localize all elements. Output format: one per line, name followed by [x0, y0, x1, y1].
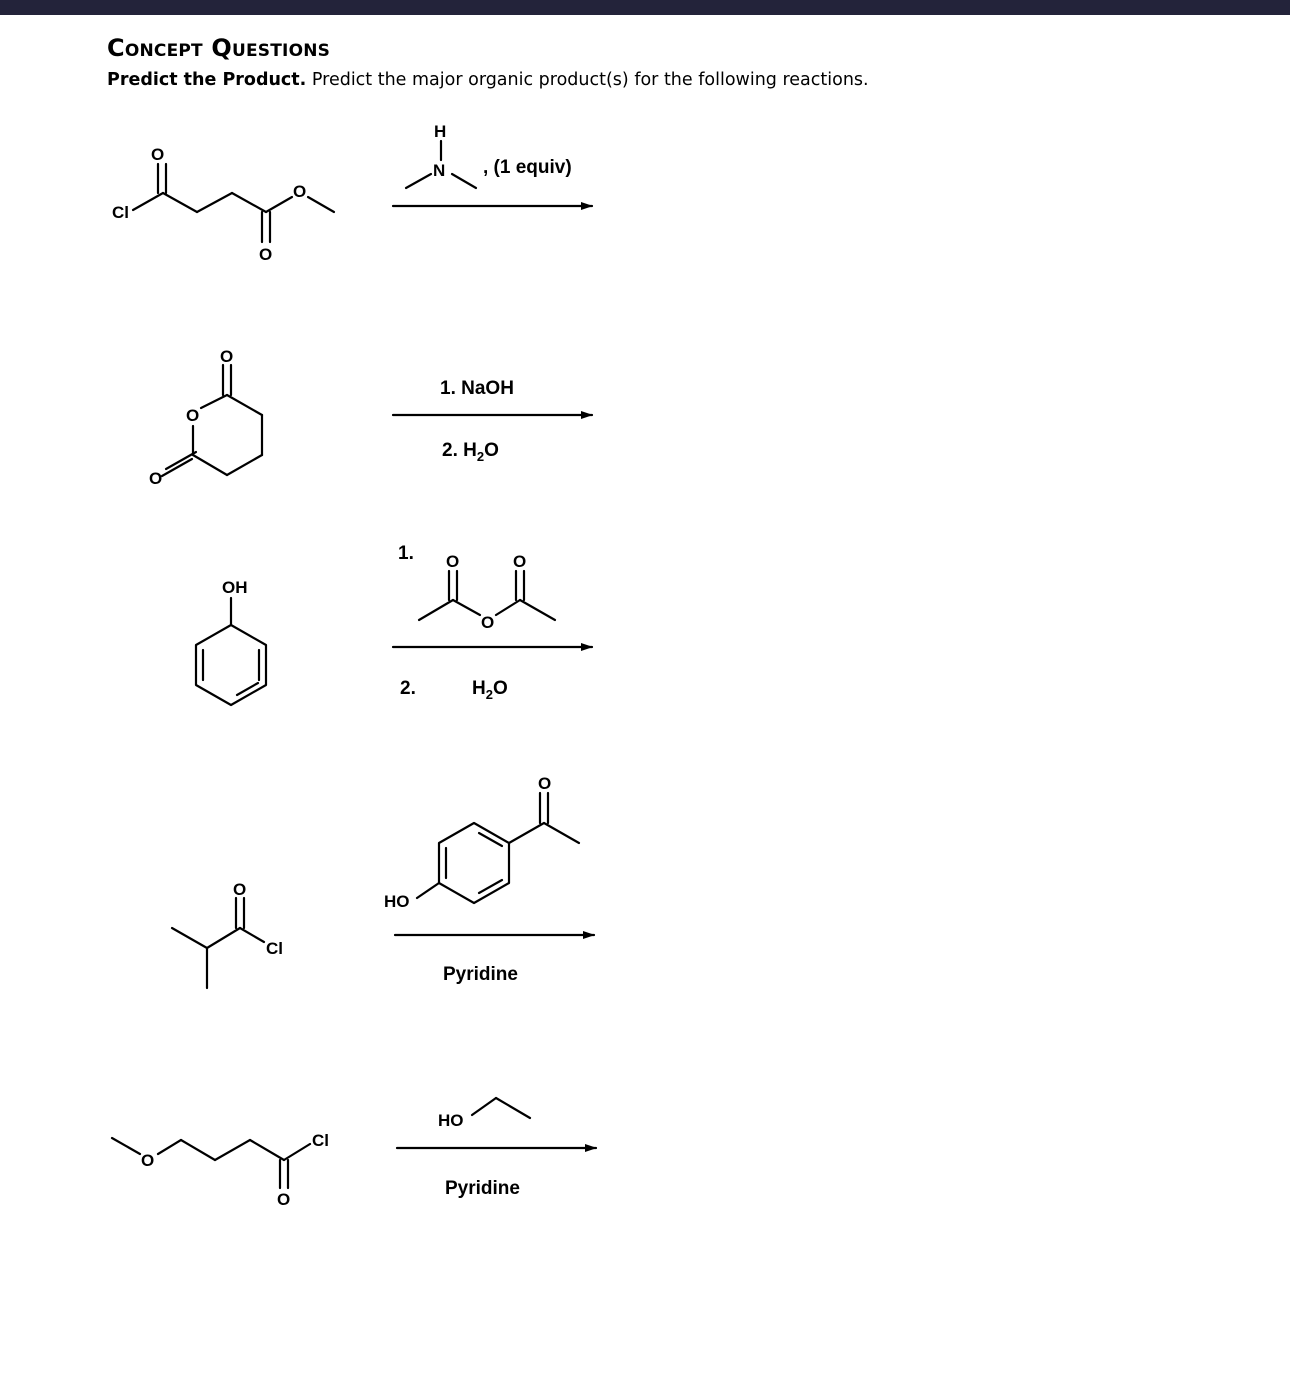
r3-step-2-num: 2.: [400, 678, 416, 699]
reaction-3: [196, 543, 592, 705]
reaction-1-reagent: [406, 122, 572, 188]
reaction-1-substrate: [112, 145, 334, 264]
r2-step-1: 1. NaOH: [440, 378, 514, 399]
r3-step-2: $H_2O$: [472, 678, 508, 702]
instructions-text: Predict the major organic product(s) for the following reactions.: [306, 70, 869, 90]
r2-o-ring-label: O: [186, 406, 200, 425]
r3-o-mid-label: O: [481, 613, 495, 632]
r3-o1-label: O: [446, 552, 460, 571]
reaction-3-reagent: [398, 543, 555, 632]
r1-h-label: H: [434, 122, 447, 141]
r2-step-2: 2. $H_2O$: [442, 440, 499, 464]
r3-step-1: 1.: [398, 543, 414, 564]
reaction-5-substrate: [112, 1131, 329, 1209]
reaction-2-substrate: [149, 347, 262, 488]
reaction-5: [112, 1098, 596, 1209]
r1-cl-label: Cl: [112, 203, 129, 222]
r5-o-label: O: [277, 1190, 291, 1209]
reaction-4-substrate: [172, 880, 283, 988]
reaction-5-reagent: [438, 1098, 530, 1130]
r5-cl-label: Cl: [312, 1131, 329, 1150]
r5-ho-label: HO: [438, 1111, 464, 1130]
r5-condition: Pyridine: [445, 1178, 520, 1199]
r2-o-bottom-label: O: [149, 469, 163, 488]
r3-o2-label: O: [513, 552, 527, 571]
r2-o-top-label: O: [220, 347, 234, 366]
reaction-2: [149, 347, 592, 488]
r1-o-bottom-label: O: [259, 245, 273, 264]
r1-o-top-label: O: [151, 145, 165, 164]
r4-o-label: O: [233, 880, 247, 899]
reaction-1: [112, 122, 592, 264]
reaction-4: [172, 774, 594, 988]
r5-o-ether-label: O: [141, 1151, 155, 1170]
r4-ho-label: HO: [384, 892, 410, 911]
reaction-3-substrate: [196, 578, 266, 705]
page-title: Concept Questions: [107, 34, 331, 62]
r1-n-label: N: [433, 161, 446, 180]
r4-condition: Pyridine: [443, 964, 518, 985]
r1-o-ester-label: O: [293, 182, 307, 201]
r1-condition: , (1 equiv): [483, 157, 572, 178]
r4-cl-label: Cl: [266, 939, 283, 958]
r3-oh-label: OH: [222, 578, 248, 597]
instructions-bold: Predict the Product.: [107, 70, 307, 90]
r4-o-reagent-label: O: [538, 774, 552, 793]
reaction-4-reagent: [384, 774, 579, 911]
